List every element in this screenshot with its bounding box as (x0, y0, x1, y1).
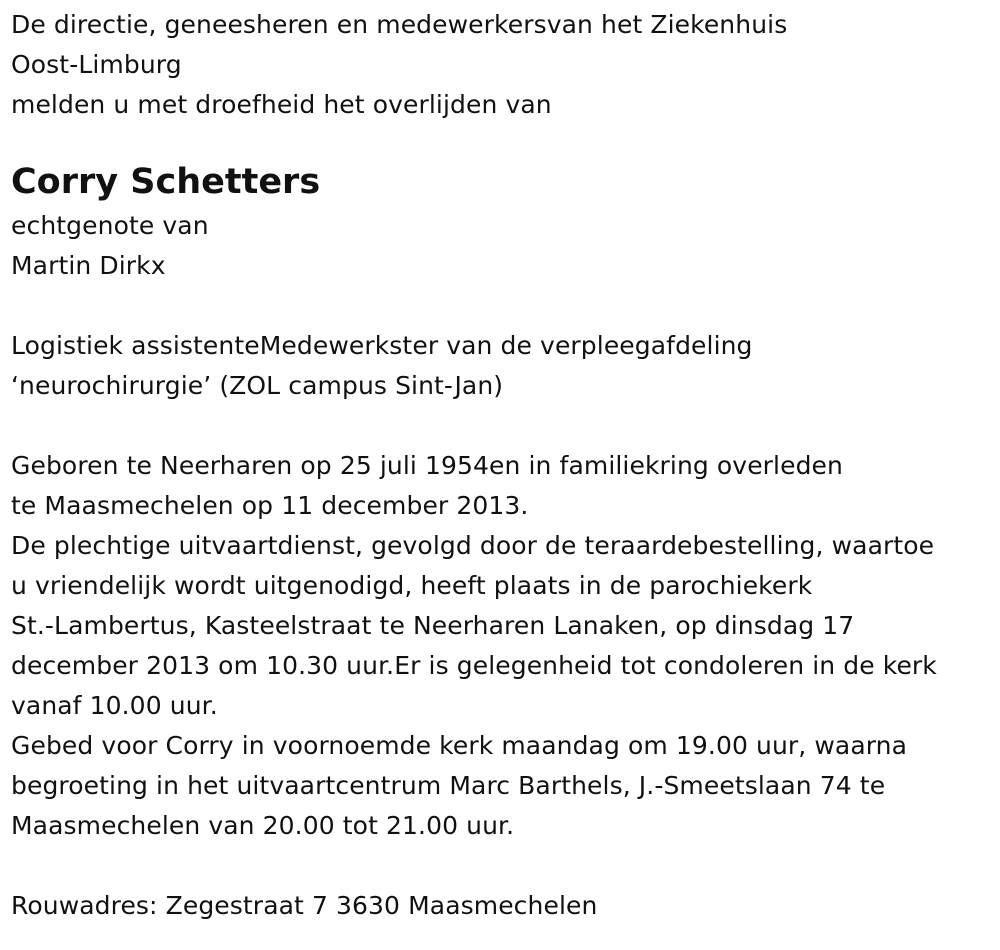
details-block (11, 446, 996, 846)
details-line: De plechtige uitvaartdienst, gevolgd door de teraardebestelling, waartoe (11, 531, 935, 560)
intro-line: melden u met droefheid het overlijden van (11, 90, 552, 119)
details-line: te Maasmechelen op 11 december 2013. (11, 491, 529, 520)
intro-line: Oost-Limburg (11, 50, 182, 79)
details-line: Geboren te Neerharen op 25 juli 1954en in familiekring overleden (11, 451, 843, 480)
mourning-address: Rouwadres: Zegestraat 7 3630 Maasmechelen (11, 891, 598, 920)
intro-line: De directie, geneesheren en medewerkersvan het Ziekenhuis (11, 10, 788, 39)
details-line: begroeting in het uitvaartcentrum Marc Barthels, J.-Smeetslaan 74 te (11, 771, 886, 800)
details-line: u vriendelijk wordt uitgenodigd, heeft plaats in de parochiekerk (11, 571, 813, 600)
spouse-block (11, 206, 996, 286)
deceased-name: Corry Schetters (11, 162, 321, 202)
role-line: ‘neurochirurgie’ (ZOL campus Sint-Jan) (11, 371, 504, 400)
role-line: Logistiek assistenteMedewerkster van de verpleegafdeling (11, 331, 753, 360)
details-line: december 2013 om 10.30 uur.Er is gelegenheid tot condoleren in de kerk (11, 651, 937, 680)
details-line: Maasmechelen van 20.00 tot 21.00 uur. (11, 811, 515, 840)
obituary-document (11, 5, 996, 926)
intro-block (11, 5, 996, 125)
spacer (11, 286, 996, 326)
details-line: St.-Lambertus, Kasteelstraat te Neerharen Lanaken, op dinsdag 17 (11, 611, 855, 640)
spacer (11, 846, 996, 886)
spacer (11, 406, 996, 446)
spouse-line: Martin Dirkx (11, 251, 166, 280)
spouse-line: echtgenote van (11, 211, 209, 240)
details-line: Gebed voor Corry in voornoemde kerk maandag om 19.00 uur, waarna (11, 731, 908, 760)
role-block (11, 326, 996, 406)
details-line: vanaf 10.00 uur. (11, 691, 218, 720)
